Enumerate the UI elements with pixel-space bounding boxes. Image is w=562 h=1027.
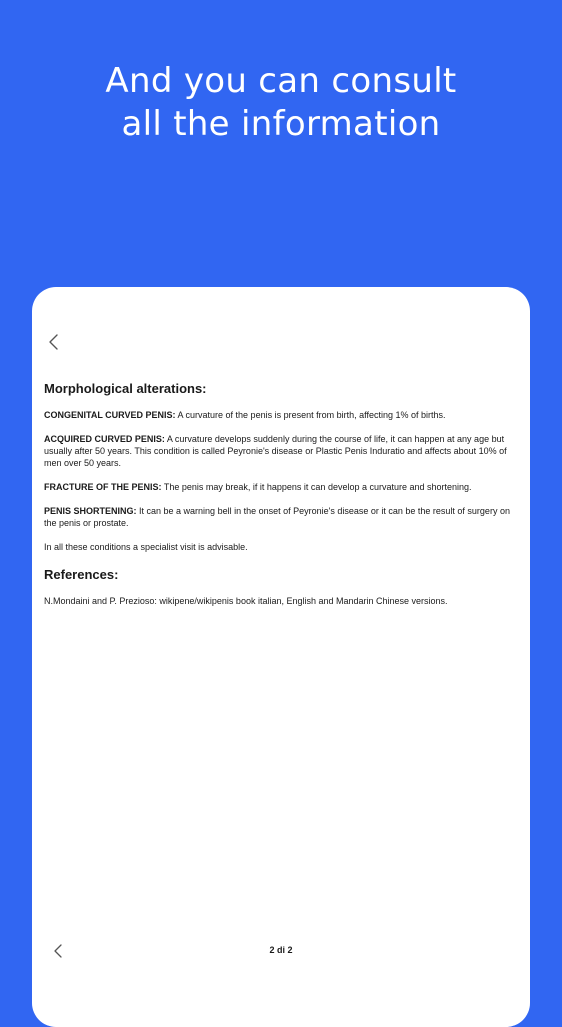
headline [0,60,562,146]
term-description: It can be a warning bell in the onset of Peyronie's disease or it can be the result of surgery on the penis or prostate. [44,506,510,528]
term-description: A curvature develops suddenly during the course of life, it can happen at any age but usually after 50 years. This condition is called Peyronie's disease or Plastic Penis Induratio and affects about 10% of men over 50 years. [44,434,507,468]
references-title: References: [44,567,119,582]
term-description: A curvature of the penis is present from birth, affecting 1% of births. [175,410,446,420]
content-card [32,287,530,1027]
section-title: Morphological alterations: [44,381,207,396]
paragraph-shortening [44,505,514,529]
references-text: N.Mondaini and P. Prezioso: wikipene/wikipenis book italian, English and Mandarin Chinese versions. [44,596,448,606]
chevron-left-icon [48,333,60,351]
page-indicator: 2 di 2 [269,945,293,955]
term-label: CONGENITAL CURVED PENIS: [44,410,176,420]
article-content [44,381,514,619]
term-label: PENIS SHORTENING: [44,506,137,516]
paragraph-acquired [44,433,514,469]
headline-line-1: And you can consult [105,61,457,101]
paragraph-congenital [44,409,514,421]
paragraph-fracture [44,481,514,493]
term-label: FRACTURE OF THE PENIS: [44,482,162,492]
term-description: The penis may break, if it happens it can develop a curvature and shortening. [161,482,472,492]
advice-text: In all these conditions a specialist visit is advisable. [44,542,248,552]
term-label: ACQUIRED CURVED PENIS: [44,434,165,444]
headline-line-2: all the information [121,104,441,144]
back-button[interactable] [41,329,67,355]
